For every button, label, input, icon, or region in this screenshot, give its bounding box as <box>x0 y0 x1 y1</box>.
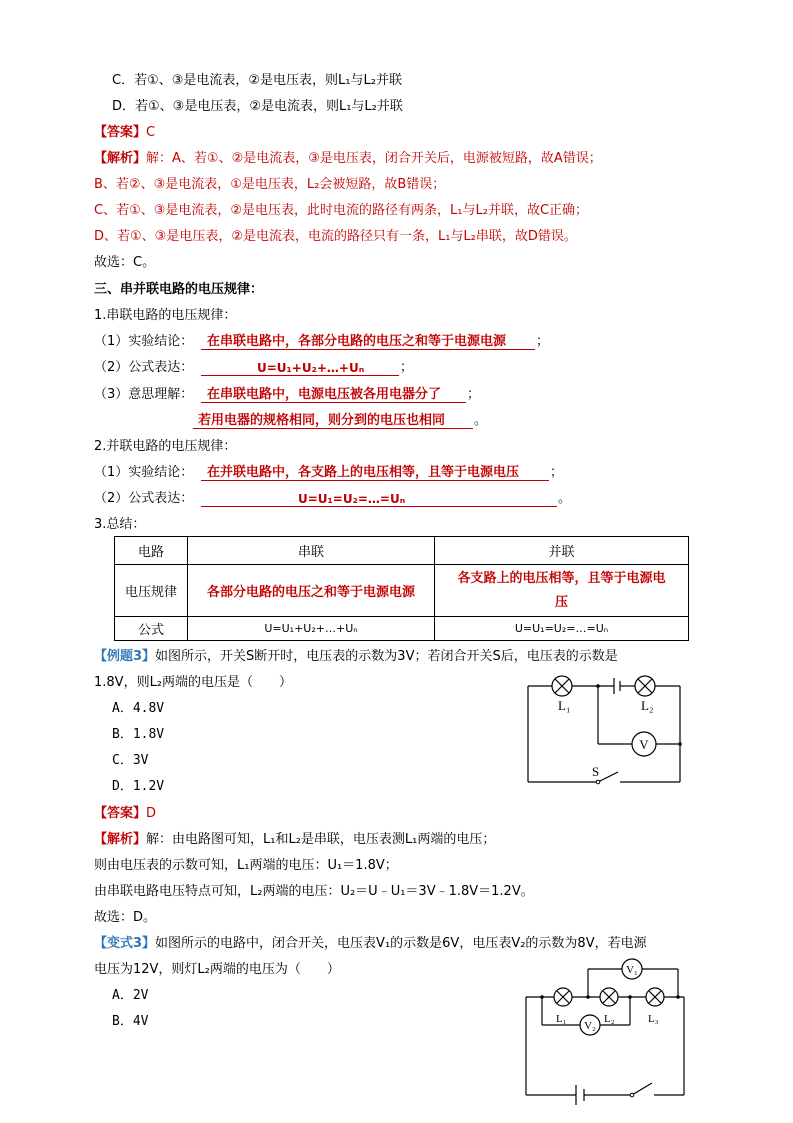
parallel-item-1-answer: 在并联电路中，各支路上的电压相等，且等于电源电压 <box>207 465 520 480</box>
series-item-1-label: （1）实验结论： <box>94 334 194 349</box>
example3-answer-line: 【答案】D <box>94 806 157 821</box>
choose-line: 故选：C。 <box>94 255 156 270</box>
table-header-row <box>115 537 689 565</box>
lamp-l2-icon <box>600 988 618 1006</box>
voltmeter-label: V <box>639 737 649 752</box>
voltmeter-icon <box>632 732 656 756</box>
lamp-l2-label: L₂ <box>604 1013 615 1025</box>
series-extra-answer: 若用电器的规格相同，则分到的电压也相同 <box>198 413 446 428</box>
summary-title: 3.总结： <box>94 517 146 532</box>
answer-line <box>94 124 155 142</box>
example3-option-a: A．4.8V <box>112 701 165 716</box>
series-item-1-answer: 在串联电路中，各部分电路的电压之和等于电源电源 <box>207 334 507 349</box>
example3-option-d: D．1.2V <box>112 779 165 794</box>
table-cell: 公式 <box>115 617 188 641</box>
option-d: D．若①、③是电压表，②是电流表，则L₁与L₂并联 <box>112 99 403 114</box>
table-row <box>115 565 689 617</box>
series-item-1-end: ； <box>536 334 550 349</box>
voltmeter-v1-icon <box>622 959 642 979</box>
section-heading: 三、串并联电路的电压规律： <box>94 282 264 297</box>
example3-tag: 【例题3】 <box>94 649 156 664</box>
table-row <box>115 617 689 641</box>
series-item-3-answer: 在串联电路中，电源电压被各用电器分了 <box>207 387 442 402</box>
table-cell: 各部分电路的电压之和等于电源电源 <box>188 565 435 617</box>
variant3-stem-1: 【变式3】如图所示的电路中，闭合开关，电压表V₁的示数是6V，电压表V₂的示数为8V，若电源 <box>94 936 647 951</box>
example3-stem-1: 【例题3】如图所示，开关S断开时，电压表的示数为3V；若闭合开关S后，电压表的示数是 <box>94 649 618 664</box>
series-item-3-end: ； <box>467 387 481 402</box>
lamp-l2-label: L₂ <box>641 698 654 713</box>
voltmeter-v2-icon <box>580 1015 600 1035</box>
option-c: C．若①、③是电流表，②是电压表，则L₁与L₂并联 <box>112 73 402 88</box>
analysis-line-1: 【解析】解：A、若①、②是电流表，③是电压表，闭合开关后，电源被短路，故A错误； <box>94 151 602 166</box>
switch-label: S <box>592 764 600 779</box>
table-header-cell: 串联 <box>188 537 435 565</box>
example3-option-c: C．3V <box>112 753 149 768</box>
lamp-l1-icon <box>552 676 572 696</box>
answer-value: C <box>146 125 156 140</box>
analysis-line-3: C、若①、③是电流表，②是电压表，此时电流的路径有两条，L₁与L₂并联，故C正确； <box>94 203 589 218</box>
example3-choose: 故选：D。 <box>94 910 157 925</box>
lamp-l1-label: L₁ <box>558 698 571 713</box>
variant3-option-a: A．2V <box>112 988 149 1003</box>
series-title: 1.串联电路的电压规律： <box>94 308 237 323</box>
table-cell: U=U₁=U₂=…=Uₙ <box>435 617 689 641</box>
answer-tag: 【答案】 <box>94 125 147 140</box>
series-item-3-label: （3）意思理解： <box>94 387 194 402</box>
series-item-2-label: （2）公式表达： <box>94 360 194 375</box>
example3-analysis-2: 则由电压表的示数可知，L₁两端的电压：U₁＝1.8V； <box>94 858 398 873</box>
voltmeter-v2-label: V₂ <box>584 1020 596 1032</box>
lamp-l3-label: L₃ <box>648 1013 659 1025</box>
example3-option-b: B．1.8V <box>112 727 165 742</box>
voltmeter-v1-label: V₁ <box>626 964 638 976</box>
analysis-line-2: B、若②、③是电流表，①是电压表，L₂会被短路，故B错误； <box>94 177 446 192</box>
variant3-circuit-diagram <box>518 955 690 1105</box>
table-header-cell: 电路 <box>115 537 188 565</box>
series-extra-end: 。 <box>474 413 488 428</box>
parallel-item-1-label: （1）实验结论： <box>94 465 194 480</box>
variant3-tag: 【变式3】 <box>94 936 156 951</box>
summary-table <box>114 536 689 641</box>
analysis-tag: 【解析】 <box>94 151 147 166</box>
lamp-l1-icon <box>554 988 572 1006</box>
example3-analysis-1: 【解析】解：由电路图可知，L₁和L₂是串联，电压表测L₁两端的电压； <box>94 832 496 847</box>
parallel-title: 2.并联电路的电压规律： <box>94 439 237 454</box>
table-cell: 各支路上的电压相等，且等于电源电 压 <box>435 565 689 617</box>
table-cell: U=U₁+U₂+…+Uₙ <box>188 617 435 641</box>
parallel-item-1-end: ； <box>550 465 564 480</box>
parallel-item-2-answer: U=U₁=U₂=…=Uₙ <box>298 492 406 506</box>
table-cell: 电压规律 <box>115 565 188 617</box>
lamp-l2-icon <box>635 676 655 696</box>
example3-analysis-3: 由串联电路电压特点可知，L₂两端的电压：U₂＝U﹣U₁＝3V﹣1.8V＝1.2V。 <box>94 884 534 899</box>
lamp-l3-icon <box>646 988 664 1006</box>
analysis-line-4: D、若①、③是电压表，②是电流表，电流的路径只有一条，L₁与L₂串联，故D错误。 <box>94 229 577 244</box>
lamp-l1-label: L₁ <box>556 1013 567 1025</box>
variant3-stem-2: 电压为12V，则灯L₂两端的电压为（ ） <box>94 962 340 977</box>
parallel-item-2-end: 。 <box>558 491 572 506</box>
example3-circuit-diagram <box>520 670 690 785</box>
parallel-item-2-label: （2）公式表达： <box>94 491 194 506</box>
table-header-cell: 并联 <box>435 537 689 565</box>
series-item-2-answer: U=U₁+U₂+…+Uₙ <box>257 361 365 375</box>
variant3-option-b: B．4V <box>112 1014 149 1029</box>
series-item-2-end: ； <box>400 360 414 375</box>
example3-stem-2: 1.8V，则L₂两端的电压是（ ） <box>94 675 293 690</box>
